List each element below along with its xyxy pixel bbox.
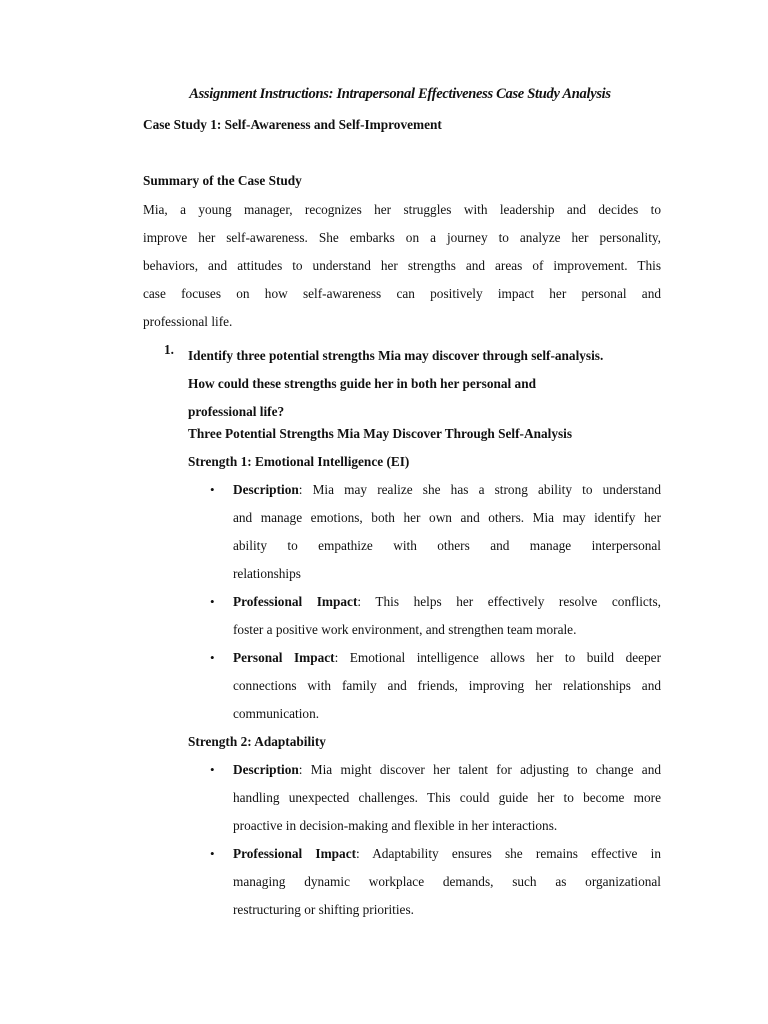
bullet-label: Professional Impact [233, 846, 357, 861]
bullet-line [233, 588, 661, 616]
bullet-icon: • [210, 482, 215, 497]
bullet-line: communication. [233, 706, 320, 722]
summary-line: Mia, a young manager, recognizes her struggles with leadership and decides to [143, 202, 661, 217]
question-line: How could these strengths guide her in both her personal and [188, 376, 536, 392]
question-line: professional life? [188, 404, 285, 420]
bullet-line: and manage emotions, both her own and others. Mia may identify her [233, 510, 661, 526]
bullet-line: proactive in decision-making and flexible in her interactions. [233, 818, 558, 834]
bullet-label: Description [233, 482, 299, 497]
summary-line: case focuses on how self-awareness can positively impact her personal and [143, 286, 661, 302]
case-study-heading: Case Study 1: Self-Awareness and Self-Improvement [143, 117, 442, 132]
bullet-item-description [210, 756, 661, 840]
bullet-line: ability to empathize with others and manage interpersonal [233, 538, 661, 554]
question-number: 1. [164, 342, 174, 357]
question-text [188, 342, 668, 426]
bullet-item-personal-impact [210, 644, 661, 728]
bullet-icon: • [210, 650, 215, 665]
bullet-text: : Mia may realize she has a strong ability to understand [298, 482, 661, 497]
bullet-line: connections with family and friends, improving her relationships and [233, 678, 661, 694]
bullet-text: : Emotional intelligence allows her to build deeper [334, 650, 661, 665]
bullet-line: restructuring or shifting priorities. [233, 902, 414, 918]
bullet-line [233, 840, 661, 868]
bullet-line: relationships [233, 566, 301, 582]
summary-paragraph [143, 196, 661, 336]
bullet-item-description [210, 476, 661, 588]
bullet-label: Description [233, 762, 299, 777]
bullet-line [233, 644, 661, 672]
bullet-label: Personal Impact [233, 650, 335, 665]
strengths-heading: Three Potential Strengths Mia May Discover Through Self-Analysis [188, 426, 573, 441]
bullet-line [233, 756, 661, 784]
strength-1-heading: Strength 1: Emotional Intelligence (EI) [188, 454, 410, 469]
summary-line: professional life. [143, 314, 233, 330]
bullet-item-professional-impact [210, 840, 661, 924]
question-line: Identify three potential strengths Mia may discover through self-analysis. [188, 348, 604, 363]
bullet-text: : Mia might discover her talent for adjusting to change and [298, 762, 661, 777]
bullet-label: Professional Impact [233, 594, 358, 609]
bullet-line: handling unexpected challenges. This could guide her to become more [233, 790, 661, 806]
summary-line: behaviors, and attitudes to understand her strengths and areas of improvement. This [143, 258, 661, 274]
summary-line: improve her self-awareness. She embarks on a journey to analyze her personality, [143, 230, 661, 246]
bullet-icon: • [210, 594, 215, 609]
bullet-icon: • [210, 762, 215, 777]
bullet-line [233, 476, 661, 504]
strength-2-heading: Strength 2: Adaptability [188, 734, 326, 749]
bullet-text: : Adaptability ensures she remains effective in [356, 846, 661, 861]
bullet-item-professional-impact [210, 588, 662, 644]
bullet-icon: • [210, 846, 215, 861]
bullet-line: managing dynamic workplace demands, such as organizational [233, 874, 661, 890]
bullet-line: foster a positive work environment, and strengthen team morale. [233, 622, 577, 638]
bullet-text: : This helps her effectively resolve conflicts, [357, 594, 662, 609]
summary-heading: Summary of the Case Study [143, 173, 302, 188]
document-title: Assignment Instructions: Intrapersonal Effectiveness Case Study Analysis [189, 86, 611, 102]
